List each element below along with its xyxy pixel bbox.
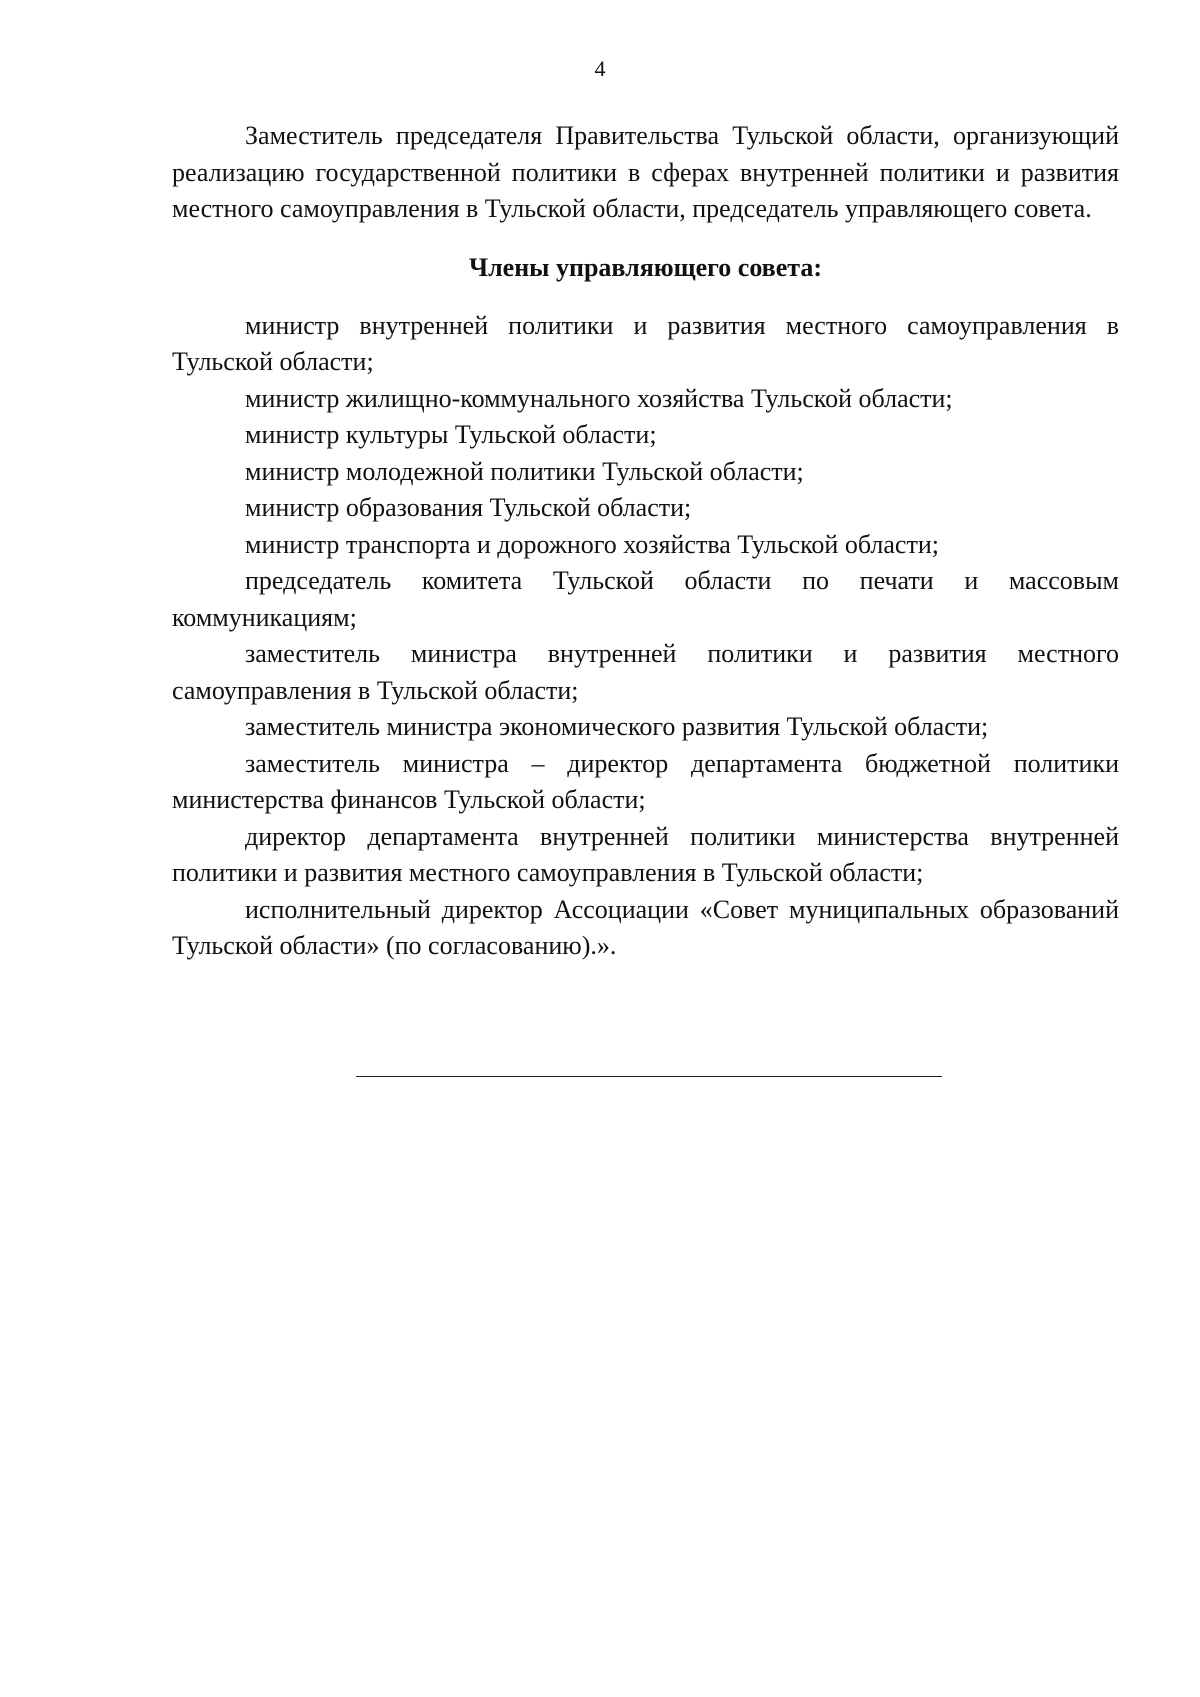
member-item: директор департамента внутренней политики министерства внутренней политики и развития местного самоуправления в Тульской области; [172,821,1119,887]
member-item: министр культуры Тульской области; [245,420,657,449]
document-body [172,118,1119,965]
member-item: исполнительный директор Ассоциации «Совет муниципальных образований Тульской области» (по согласованию).». [172,894,1119,960]
member-item: министр транспорта и дорожного хозяйства Тульской области; [245,529,939,559]
member-item: министр внутренней политики и развития местного самоуправления в Тульской области; [172,310,1119,376]
member-item: министр молодежной политики Тульской области; [245,456,804,486]
members-list [172,308,1119,965]
page-number: 4 [594,56,606,81]
members-heading: Члены управляющего совета: [468,252,823,282]
member-item: заместитель министра экономического развития Тульской области; [245,712,989,741]
member-item: заместитель министра – директор департамента бюджетной политики министерства финансов Тульской области; [172,748,1119,814]
member-item: заместитель министра внутренней политики и развития местного самоуправления в Тульской области; [172,639,1119,705]
chairman-paragraph: Заместитель председателя Правительства Тульской области, организующий реализацию государственной политики в сферах внутренней политики и развития местного самоуправления в Тульской области, председатель управляющего совета. [172,121,1119,223]
member-item: министр жилищно-коммунального хозяйства Тульской области; [245,383,953,413]
member-item: председатель комитета Тульской области по печати и массовым коммуникациям; [172,566,1119,632]
member-item: министр образования Тульской области; [245,493,692,522]
end-of-document-rule [356,1076,942,1077]
